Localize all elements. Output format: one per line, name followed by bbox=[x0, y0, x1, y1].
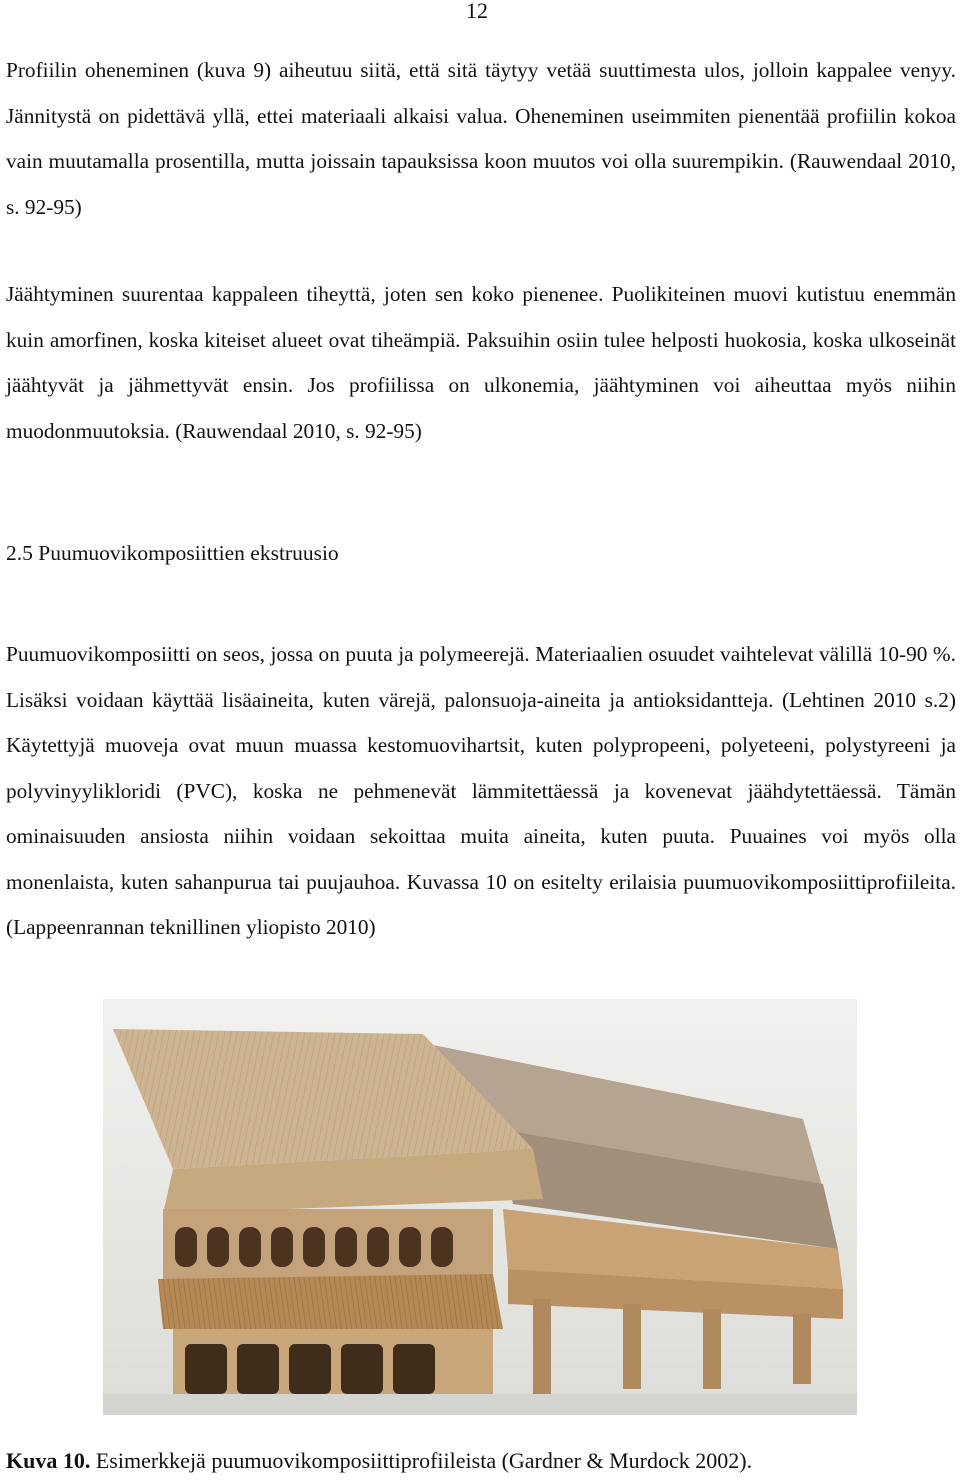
wpc-profiles-photo bbox=[103, 999, 857, 1415]
figure-caption bbox=[6, 1448, 752, 1474]
caption-text: Esimerkkejä puumuovikomposiittiprofiileista (Gardner & Murdock 2002). bbox=[90, 1448, 753, 1473]
dark-board-top bbox=[158, 1274, 503, 1329]
hollow-chambers bbox=[175, 1227, 453, 1267]
table-surface bbox=[103, 1394, 857, 1415]
dark-profile-chambers bbox=[185, 1344, 435, 1394]
section-heading: 2.5 Puumuovikomposiittien ekstruusio bbox=[6, 541, 339, 565]
page-number: 12 bbox=[466, 0, 488, 23]
paragraph-wpc: Puumuovikomposiitti on seos, jossa on puuta ja polymeerejä. Materiaalien osuudet vaihtelevat välillä 10-90 %. Lisäksi voidaan käyttää lisäaineita, kuten värejä, palonsuoja-aineita ja antioksidantteja. (Lehtinen 2010 s.2) Käytettyjä muoveja ovat muun muassa kestomuovihartsit, kuten polypropeeni, polyeteeni, polystyreeni ja polyvinyylikloridi (PVC), koska ne pehmenevät lämmitettäessä ja kovenevat jäähdytettäessä. Tämän ominaisuuden ansiosta niihin voidaan sekoittaa muita aineita, kuten puuta. Puuaines voi myös olla monenlaista, kuten sahanpurua tai puujauhoa. Kuvassa 10 on esitelty erilaisia puumuovikomposiittiprofiileita. (Lappeenrannan teknillinen yliopisto 2010) bbox=[6, 642, 956, 939]
paragraph-cooling: Jäähtyminen suurentaa kappaleen tiheyttä, joten sen koko pienenee. Puolikiteinen muovi kutistuu enemmän kuin amorfinen, koska kiteiset alueet ovat tiheämpiä. Paksuihin osiin tulee helposti huokosia, koska ulkoseinät jäähtyvät ja jähmettyvät ensin. Jos profiilissa on ulkonemia, jäähtyminen voi aiheuttaa myös niihin muodonmuutoksia. (Rauwendaal 2010, s. 92-95) bbox=[6, 282, 956, 443]
paragraph-profile-thinning: Profiilin oheneminen (kuva 9) aiheutuu siitä, että sitä täytyy vetää suuttimesta ulos, jolloin kappalee venyy. Jännitystä on pidettävä yllä, ettei materiaali alkaisi valua. Oheneminen useimmiten pienentää profiilin kokoa vain muutamalla prosentilla, mutta joissain tapauksissa koon muutos voi olla suurempikin. (Rauwendaal 2010, s. 92-95) bbox=[6, 58, 956, 219]
caption-label: Kuva 10. bbox=[6, 1448, 91, 1473]
